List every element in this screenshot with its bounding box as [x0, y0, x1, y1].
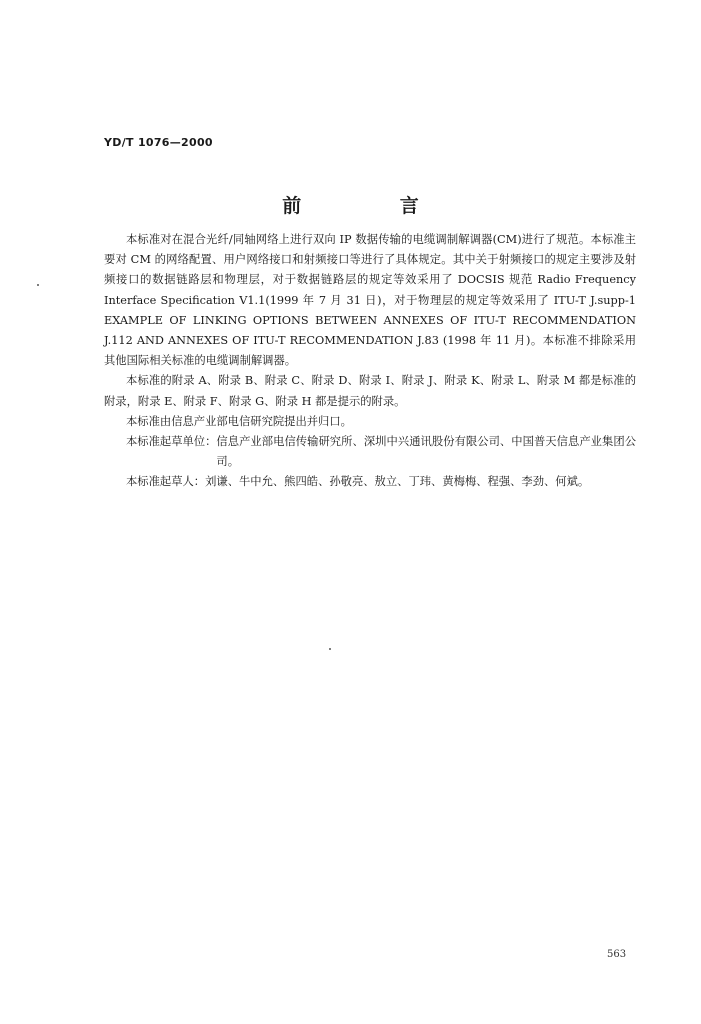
paragraph-proposer: 本标准由信息产业部电信研究院提出并归口。	[126, 414, 352, 428]
scan-speck	[329, 648, 331, 650]
drafters-label: 本标准起草人：	[126, 475, 206, 489]
drafting-units-label: 本标准起草单位：	[126, 435, 217, 449]
scan-speck	[37, 284, 39, 286]
standard-code: YD/T 1076—2000	[104, 136, 213, 149]
drafting-units-value: 信息产业部电信传输研究所、深圳中兴通讯股份有限公司、中国普天信息产业集团公司。	[216, 435, 636, 469]
drafters	[104, 472, 636, 492]
page-title: 前 言	[282, 195, 465, 217]
foreword-body	[104, 230, 636, 493]
paragraph-scope: 本标准对在混合光纤/同轴网络上进行双向 IP 数据传输的电缆调制解调器(CM)进行了规范。本标准主要对 CM 的网络配置、用户网络接口和射频接口等进行了具体规定。其中关于射频接口的规定主要涉及射频接口的数据链路层和物理层，对于数据链路层的规定等效采用了 DOCSIS 规范 Radio Frequency Interface Specification V1.1(1999 年 7 月 31 日)，对于物理层的规定等效采用了 ITU-T J.supp-1 EXAMPLE OF LINKING OPTIONS BETWEEN ANNEXES OF ITU-T RECOMMENDATION J.112 AND ANNEXES OF ITU-T RECOMMENDATION J.83 (1998 年 11 月)。本标准不排除采用其他国际相关标准的电缆调制解调器。	[104, 233, 636, 368]
drafting-units	[104, 432, 636, 472]
page-number: 563	[607, 949, 627, 960]
drafters-value: 刘谦、牛中允、熊四皓、孙敬亮、敖立、丁玮、黄梅梅、程强、李劲、何斌。	[205, 475, 590, 489]
paragraph-annexes: 本标准的附录 A、附录 B、附录 C、附录 D、附录 I、附录 J、附录 K、附录 L、附录 M 都是标准的附录，附录 E、附录 F、附录 G、附录 H 都是提示的附录。	[104, 374, 636, 408]
